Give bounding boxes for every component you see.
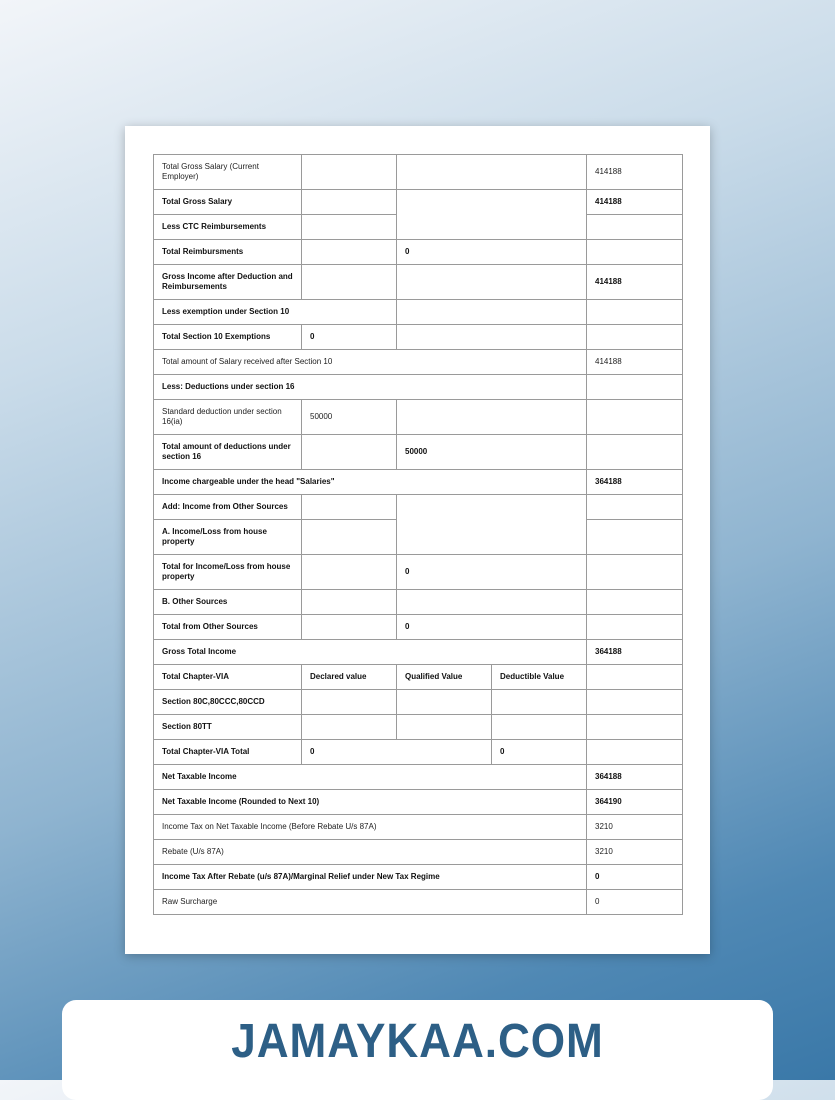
row-label: Section 80TT: [154, 715, 302, 740]
table-row: [154, 765, 683, 790]
row-label: Rebate (U/s 87A): [154, 840, 587, 865]
table-row: [154, 890, 683, 915]
row-label: A. Income/Loss from house property: [154, 520, 302, 555]
row-label: Income Tax After Rebate (u/s 87A)/Marginal Relief under New Tax Regime: [154, 865, 587, 890]
table-row: [154, 400, 683, 435]
row-amount: 364188: [587, 470, 683, 495]
table-row: [154, 865, 683, 890]
row-amount: 0: [587, 865, 683, 890]
row-label: Total amount of deductions under section 16: [154, 435, 302, 470]
row-amount: 414188: [587, 155, 683, 190]
table-row: [154, 740, 683, 765]
table-row: [154, 615, 683, 640]
table-row: [154, 190, 683, 215]
table-row: [154, 840, 683, 865]
table-row: [154, 640, 683, 665]
row-label: Total Section 10 Exemptions: [154, 325, 302, 350]
table-row: [154, 790, 683, 815]
row-value: 50000: [397, 435, 587, 470]
watermark-banner: [62, 1000, 773, 1100]
column-header-qualified: Qualified Value: [397, 665, 492, 690]
row-amount: 364188: [587, 640, 683, 665]
row-label: Section 80C,80CCC,80CCD: [154, 690, 302, 715]
row-amount: 3210: [587, 840, 683, 865]
table-row: [154, 690, 683, 715]
table-row: [154, 155, 683, 190]
row-label: B. Other Sources: [154, 590, 302, 615]
row-amount: 414188: [587, 265, 683, 300]
table-row: [154, 470, 683, 495]
row-value: 0: [302, 325, 397, 350]
table-row: [154, 555, 683, 590]
row-label: Raw Surcharge: [154, 890, 587, 915]
row-label: Total Chapter-VIA Total: [154, 740, 302, 765]
table-row: [154, 495, 683, 520]
row-label: Less exemption under Section 10: [154, 300, 397, 325]
row-label: Total Gross Salary: [154, 190, 302, 215]
row-value: 0: [397, 615, 587, 640]
row-amount: 364190: [587, 790, 683, 815]
table-row: [154, 375, 683, 400]
tax-computation-table: [153, 154, 683, 915]
row-label: Income chargeable under the head "Salaries": [154, 470, 587, 495]
row-label: Total for Income/Loss from house property: [154, 555, 302, 590]
row-value: 0: [397, 240, 587, 265]
row-amount: 414188: [587, 190, 683, 215]
table-row: [154, 240, 683, 265]
table-row: [154, 325, 683, 350]
row-label: Less: Deductions under section 16: [154, 375, 587, 400]
table-row: [154, 590, 683, 615]
table-row: [154, 435, 683, 470]
row-label: Total Reimbursments: [154, 240, 302, 265]
row-label: Add: Income from Other Sources: [154, 495, 302, 520]
table-row: [154, 815, 683, 840]
table-row: [154, 715, 683, 740]
table-row: [154, 665, 683, 690]
row-value: 0: [492, 740, 587, 765]
column-header-declared: Declared value: [302, 665, 397, 690]
row-amount: 3210: [587, 815, 683, 840]
row-label: Total amount of Salary received after Section 10: [154, 350, 587, 375]
row-amount: 0: [587, 890, 683, 915]
column-header-deductible: Deductible Value: [492, 665, 587, 690]
row-label: Standard deduction under section 16(ia): [154, 400, 302, 435]
row-value: 0: [302, 740, 492, 765]
row-label: Total from Other Sources: [154, 615, 302, 640]
row-label: Income Tax on Net Taxable Income (Before Rebate U/s 87A): [154, 815, 587, 840]
table-row: [154, 265, 683, 300]
document-page: [125, 126, 710, 954]
row-label: Net Taxable Income: [154, 765, 587, 790]
watermark-text: JAMAYKAA.COM: [231, 1015, 604, 1068]
row-amount: 414188: [587, 350, 683, 375]
row-label: Gross Total Income: [154, 640, 587, 665]
row-label: Total Gross Salary (Current Employer): [154, 155, 302, 190]
row-label: Net Taxable Income (Rounded to Next 10): [154, 790, 587, 815]
row-label: Gross Income after Deduction and Reimbursements: [154, 265, 302, 300]
row-label: Total Chapter-VIA: [154, 665, 302, 690]
table-row: [154, 300, 683, 325]
table-row: [154, 350, 683, 375]
row-value: 0: [397, 555, 587, 590]
row-amount: 364188: [587, 765, 683, 790]
row-label: Less CTC Reimbursements: [154, 215, 302, 240]
row-value: 50000: [302, 400, 397, 435]
